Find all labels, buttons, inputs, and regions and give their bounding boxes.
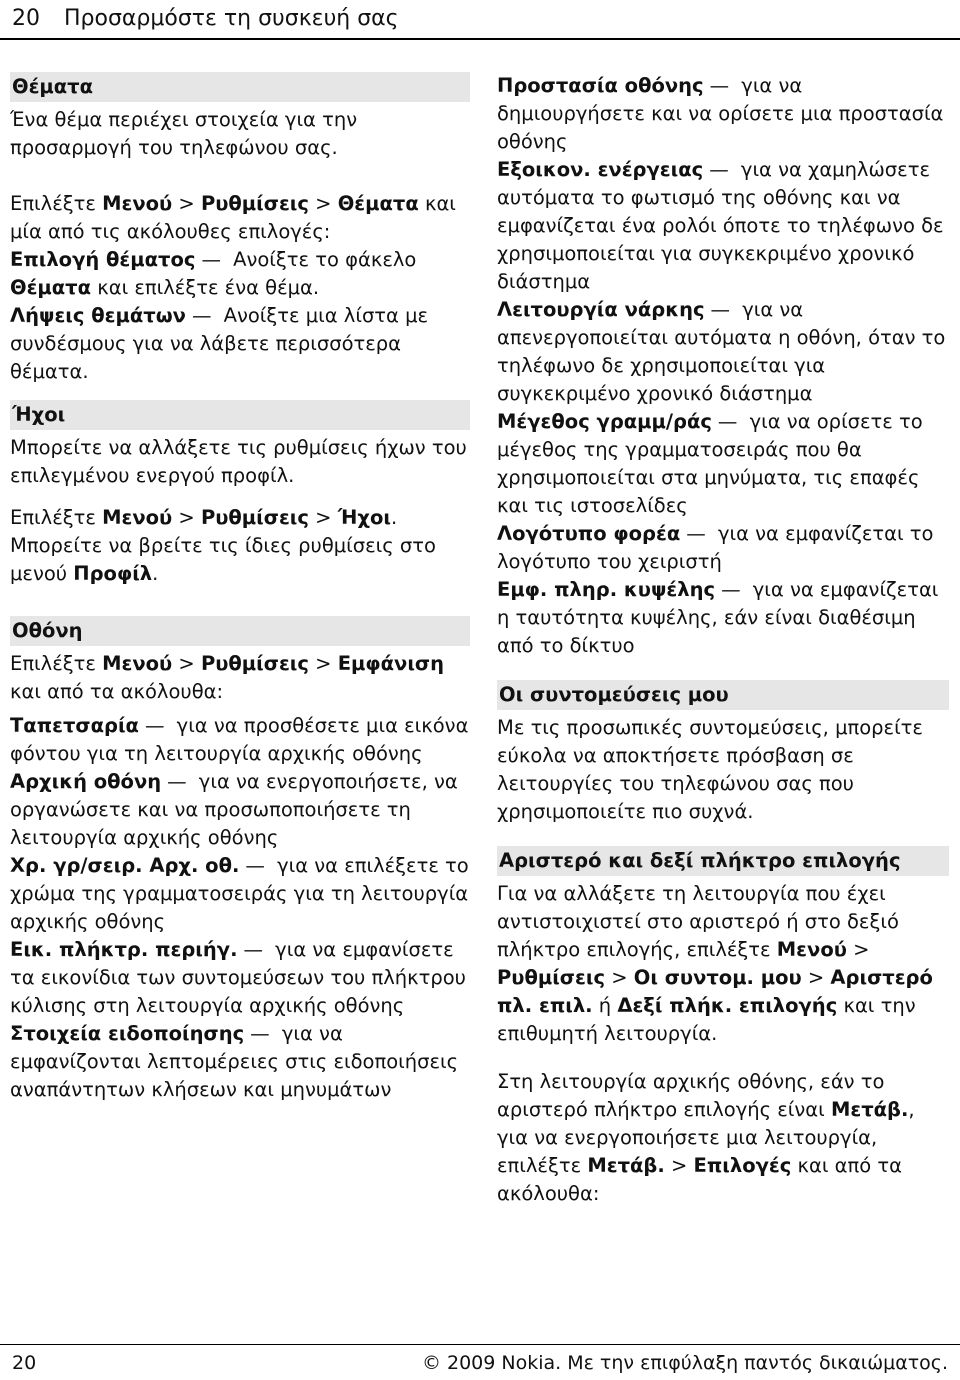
themes-path: Επιλέξτε Μενού > Ρυθμίσεις > Θέματα και μία από τις ακόλουθες επιλογές: (10, 192, 456, 243)
themes-intro: Ένα θέμα περιέχει στοιχεία για την προσαρμογή του τηλεφώνου σας. (10, 108, 358, 159)
header-page-number: 20 (12, 5, 40, 31)
header-title: Προσαρμόστε τη συσκευή σας (64, 5, 399, 31)
display-item: Στοιχεία ειδοποίησης — για να εμφανίζονται λεπτομέρειες στις ειδοποιήσεις αναπάντητων κλήσεων και μηνυμάτων (10, 1022, 459, 1101)
selection-keys-path: Για να αλλάξετε τη λειτουργία που έχει αντιστοιχιστεί στο αριστερό ή στο δεξιό πλήκτρο επιλογής, επιλέξτε Μενού > Ρυθμίσεις > Οι συντομ. μου > Αριστερό πλ. επιλ. ή Δεξί πλήκ. επιλογής και την επιθυμητή λειτουργία. (497, 882, 933, 1045)
themes-option-select: Επιλογή θέματος — Ανοίξτε το φάκελο Θέματα και επιλέξτε ένα θέμα. (10, 248, 417, 299)
selection-keys-goto: Στη λειτουργία αρχικής οθόνης, εάν το αριστερό πλήκτρο επιλογής είναι Μετάβ., για να ενεργοποιήσετε μια λειτουργία, επιλέξτε Μετάβ. > Επιλογές και από τα ακόλουθα: (497, 1070, 915, 1205)
display-item: Αρχική οθόνη — για να ενεργοποιήσετε, να οργανώσετε και να προσωποποιήσετε τη λειτουργία αρχικής οθόνης (10, 770, 458, 849)
left-column (10, 72, 470, 1104)
tones-intro: Μπορείτε να αλλάξετε τις ρυθμίσεις ήχων του επιλεγμένου ενεργού προφίλ. (10, 436, 467, 487)
footer-rule (0, 1344, 960, 1345)
footer-copyright: © 2009 Nokia. Με την επιφύλαξη παντός δικαιώματος. (421, 1352, 948, 1374)
display-item: Λογότυπο φορέα — για να εμφανίζεται το λογότυπο του χειριστή (497, 522, 934, 573)
display-item: Χρ. γρ/σειρ. Αρχ. οθ. — για να επιλέξετε το χρώμα της γραμματοσειράς για τη λειτουργία αρχικής οθόνης (10, 854, 469, 933)
page-header (0, 0, 960, 36)
footer-page-number: 20 (12, 1352, 37, 1374)
page-footer (0, 1352, 960, 1380)
themes-option-downloads: Λήψεις θεμάτων — Ανοίξτε μια λίστα με συνδέσμους για να λάβετε περισσότερα θέματα. (10, 304, 429, 383)
display-item: Εμφ. πληρ. κυψέλης — για να εμφανίζεται η ταυτότητα κυψέλης, εάν είναι διαθέσιμη από το δίκτυο (497, 578, 939, 657)
display-path: Επιλέξτε Μενού > Ρυθμίσεις > Εμφάνιση και από τα ακόλουθα: (10, 652, 444, 703)
section-title-shortcuts: Οι συντομεύσεις μου (497, 680, 949, 710)
display-item: Προστασία οθόνης — για να δημιουργήσετε και να ορίσετε μια προστασία οθόνης (497, 74, 944, 153)
header-rule (0, 38, 960, 40)
tones-path: Επιλέξτε Μενού > Ρυθμίσεις > Ήχοι. Μπορείτε να βρείτε τις ίδιες ρυθμίσεις στο μενού Προφίλ. (10, 506, 436, 585)
display-item: Ταπετσαρία — για να προσθέσετε μια εικόνα φόντου για τη λειτουργία αρχικής οθόνης (10, 714, 469, 765)
section-title-themes: Θέματα (10, 72, 470, 102)
section-title-selection-keys: Αριστερό και δεξί πλήκτρο επιλογής (497, 846, 949, 876)
right-column (497, 72, 949, 1208)
display-item: Εικ. πλήκτρ. περιήγ. — για να εμφανίσετε τα εικονίδια των συντομεύσεων του πλήκτρου κύλισης στη λειτουργία αρχικής οθόνης (10, 938, 466, 1017)
display-item: Μέγεθος γραμμ/ράς — για να ορίσετε το μέγεθος της γραμματοσειράς που θα χρησιμοποιείται στα μηνύματα, τις επαφές και τις ιστοσελίδες (497, 410, 923, 517)
section-title-tones: Ήχοι (10, 400, 470, 430)
shortcuts-intro: Με τις προσωπικές συντομεύσεις, μπορείτε εύκολα να αποκτήσετε πρόσβαση σε λειτουργίες του τηλεφώνου σας που χρησιμοποιείτε πιο συχνά. (497, 716, 923, 823)
section-title-display: Οθόνη (10, 616, 470, 646)
display-item: Εξοικον. ενέργειας — για να χαμηλώσετε αυτόματα το φωτισμό της οθόνης και να εμφανίζεται ένα ρολόι όποτε το τηλέφωνο δε χρησιμοποιείται για συγκεκριμένο χρονικό διάστημα (497, 158, 944, 293)
display-item: Λειτουργία νάρκης — για να απενεργοποιείται αυτόματα η οθόνη, όταν το τηλέφωνο δε χρησιμοποιείται για συγκεκριμένο χρονικό διάστημα (497, 298, 946, 405)
